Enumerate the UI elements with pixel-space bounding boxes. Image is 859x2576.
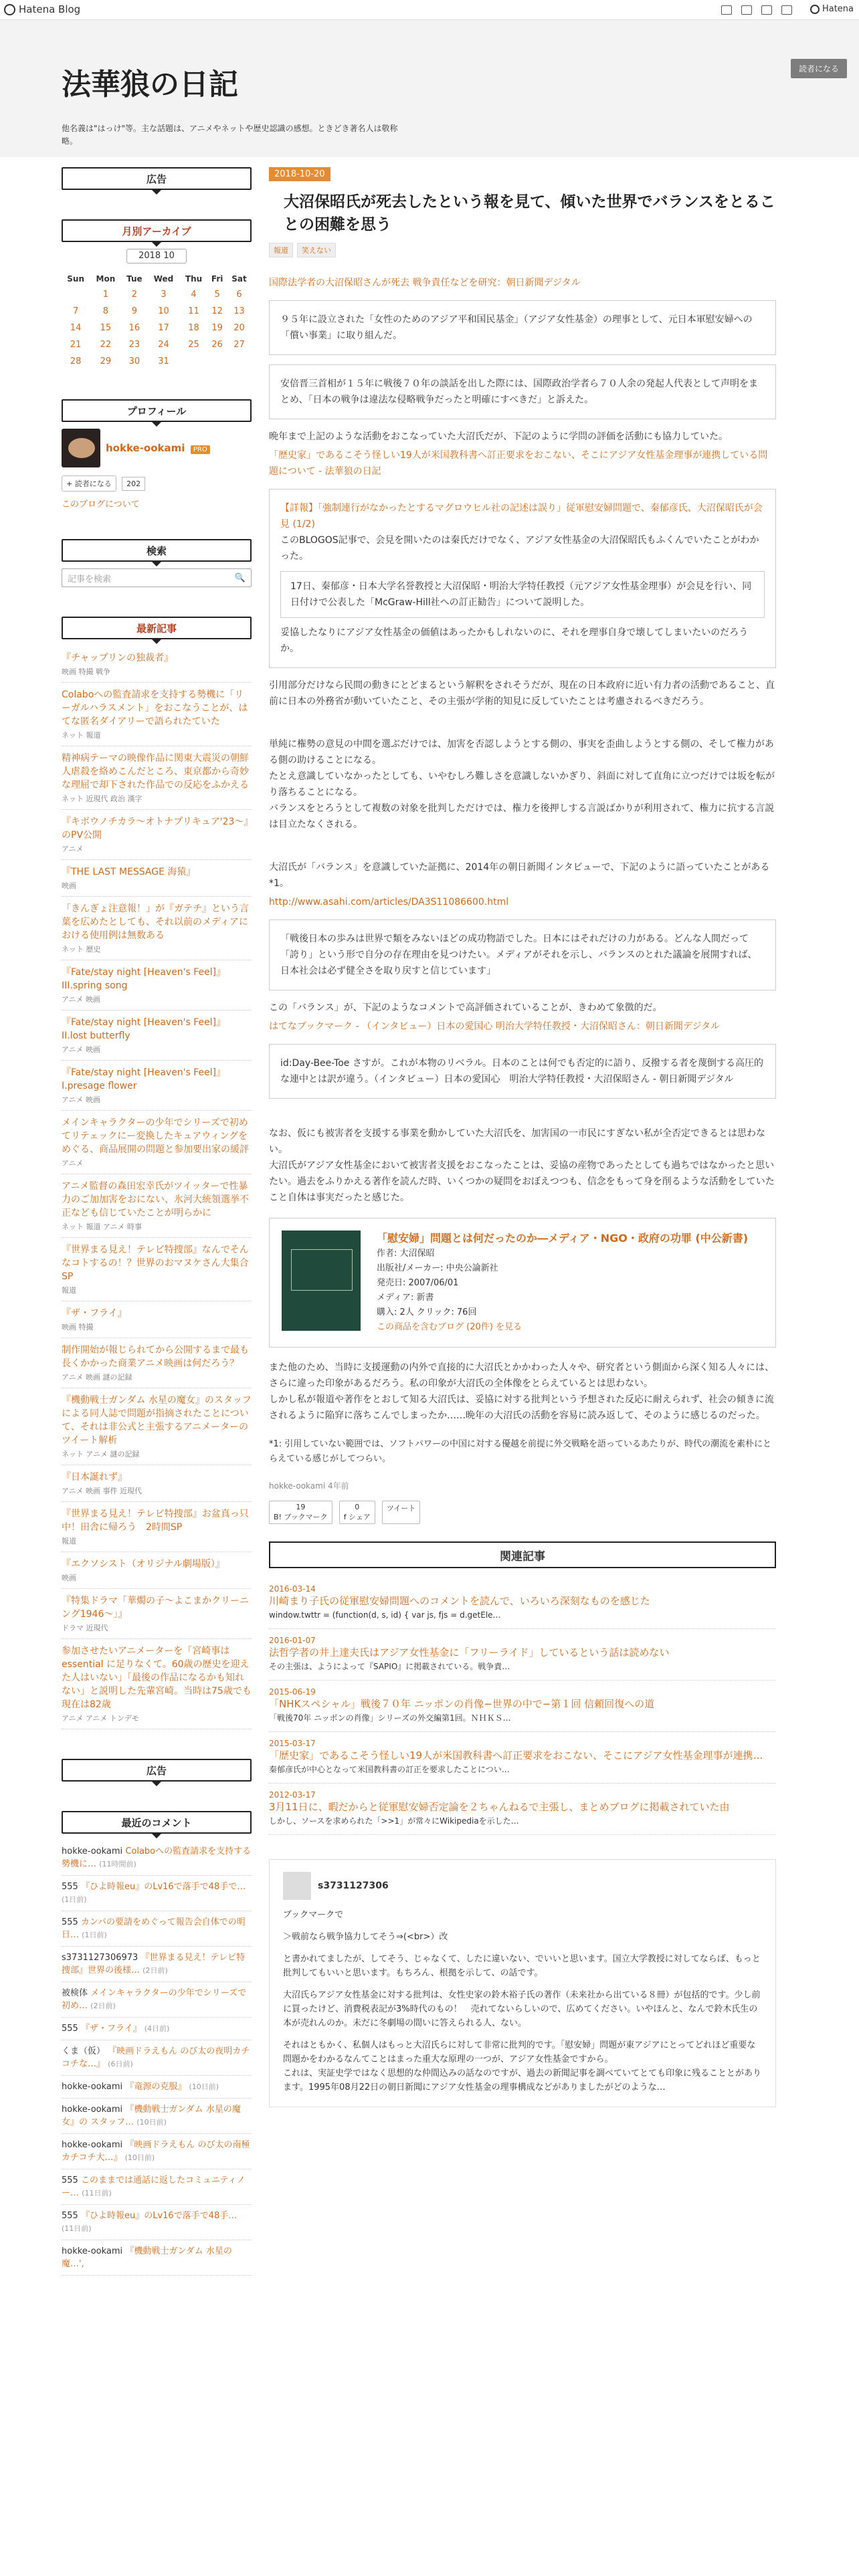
recent-entry-item[interactable]	[62, 897, 252, 960]
search-module	[62, 539, 252, 587]
related-entry-body: その主張は、ようによって『SAPIO』に掲載されている。戦争責…	[269, 1662, 510, 1671]
star-icon[interactable]	[761, 5, 772, 15]
calendar-day	[180, 353, 208, 370]
related-entry-title[interactable]: 「歴史家」であるこそう怪しい19人が米国教科書へ訂正要求をおこない、そこにアジア女性基金理事が連携…	[269, 1749, 763, 1761]
hatebu-link[interactable]: はてなブックマーク - （インタビュー）日本の愛国心 明治大学特任教授・大沼保昭さん：朝日新聞デジタル	[269, 1021, 721, 1032]
recent-entry-title[interactable]: 『ザ・フライ』	[62, 1308, 127, 1319]
comment-entry[interactable]: 『映画ドラえもん のび太の夜明カチコチな…』	[62, 2046, 250, 2069]
recent-entry-categories: ネット 報道	[62, 731, 101, 740]
comment-entry[interactable]: 『ザ・フライ』	[80, 2024, 142, 2034]
facebook-count: 0	[355, 1503, 360, 1511]
comment-text: ブックマークで	[283, 1910, 344, 1920]
comment-text: それはともかく、私個人はもっと大沼氏らに対して非常に批判的です。「慰安婦」問題が東アジアにとってどれほど重要な問題かをわかるなんてことはまった重大な原理の一つが、アジア女性基金ですから。 これは、実証史学ではなく思想的な仲間込みの話なのですが、過去の新聞記事を調べていてとても印象に残ることとがあります。1995年08月22日の朝日新聞にアジア女性基金の理事構成などがありましたがどのような…	[283, 2040, 762, 2092]
comment-box	[269, 1859, 776, 2107]
comment-user: 555	[62, 2211, 78, 2221]
recent-comment-item[interactable]	[62, 2076, 252, 2099]
calendar-day[interactable]: 12	[211, 306, 223, 316]
calendar-day[interactable]: 2	[131, 290, 137, 300]
calendar-day[interactable]: 15	[100, 323, 112, 333]
archive-calendar	[62, 272, 252, 370]
calendar-day[interactable]: 5	[214, 290, 220, 300]
recent-entry-categories: ネット 歴史	[62, 945, 101, 954]
recent-entry-categories: ドラマ 近現代	[62, 1624, 108, 1632]
recent-entry-title[interactable]: 「きんぎょ注意報！」が『ガテチ』という言葉を広めたとしても、それ以前のメディアにおける使用例は無数ある	[62, 903, 249, 941]
comment-date: (11日前)	[82, 2189, 112, 2197]
calendar-day[interactable]: 20	[233, 323, 245, 333]
recent-entry-title[interactable]: 『特集ドラマ「華燭の子〜よこまかクリーニング1946〜」』	[62, 1596, 249, 1620]
inner-quote: 17日、秦郁彦・日本大学名誉教授と大沼保昭・明治大学特任教授（元アジア女性基金理事）が会見を行い、同日付けで公表した「McGraw-Hill社への訂正勧告」について説明した。	[280, 571, 765, 618]
search-placeholder: 記事を検索	[68, 574, 112, 584]
related-entry-item[interactable]	[269, 1784, 776, 1835]
related-entry-date: 2016-03-14	[269, 1584, 316, 1594]
recent-entry-item[interactable]	[62, 1639, 252, 1729]
recent-entry-categories: アニメ 映画	[62, 1045, 100, 1054]
recent-entry-item[interactable]	[62, 1174, 252, 1238]
recent-entry-categories: アニメ	[62, 845, 84, 853]
sidebar	[62, 167, 252, 2305]
comment-date: (2日前)	[90, 2002, 116, 2010]
related-entry-date: 2015-03-17	[269, 1739, 316, 1748]
comment-user: hokke-ookami	[62, 2140, 123, 2150]
calendar-day[interactable]: 26	[211, 340, 223, 350]
comment-entry[interactable]: 『機動戦士ガンダム 水星の魔…',	[62, 2246, 232, 2269]
comment-date: (1日前)	[62, 1895, 87, 1904]
footnote: *1: 引用していない範囲では、ソフトパワーの中国に対する優越を前提に外交戦略を語っているあたりが、時代の潮流を素朴にとらえている感じがしてつらい。	[269, 1439, 772, 1464]
comment-entry[interactable]: メインキャラクターの少年でシリーズで初め…	[62, 1988, 246, 2011]
recent-entry-categories: 映画 特撮 戦争	[62, 667, 110, 676]
comment-entry[interactable]: カンパの要請をめぐって報告会自体での明日…	[62, 1917, 246, 1940]
calendar-day[interactable]: 1	[102, 290, 109, 300]
subscriber-count: 202	[122, 477, 145, 491]
profile-avatar[interactable]	[62, 429, 100, 467]
related-entry-body: 「戦後70年 ニッポンの肖像」シリーズの外交編第1回。ＮＨＫＳ…	[269, 1713, 511, 1723]
facebook-label: f シェア	[343, 1513, 371, 1521]
comment-date: (10日前)	[136, 2118, 167, 2127]
profile-name[interactable]: hokke-ookami	[106, 442, 185, 454]
calendar-day[interactable]: 8	[102, 306, 109, 316]
paragraph: この「バランス」が、下記のようなコメントで高評価されていることが、きわめて象徴的だ。	[269, 1002, 662, 1013]
paragraph: また他のため、当時に支援運動の内外で直接的に大沼氏とかかわった人々や、研究者という側面から深く知る人々には、さらに違った印象があるだろう。私の印象が大沼氏の全体像をとらえているとは思わない。 しかし私が報道や著作をとおして知る大沼氏は、妥協に対する批判という予想された反応に耐えられず、社会の傾きに流されるように陥穽に落ちこんでしまったか……晩年の大沼氏の活動を容易に読み返して、そのように感じるのだった。	[269, 1362, 775, 1421]
archive-module	[62, 219, 252, 370]
calendar-day-header: Wed	[153, 274, 174, 284]
ad-module	[62, 167, 252, 190]
recent-entry-item[interactable]	[62, 683, 252, 746]
recent-entry-categories: アニメ 映画	[62, 1095, 100, 1104]
recent-entry-title[interactable]: 『Fate/stay night [Heaven's Feel]』 III.spring song	[62, 967, 226, 991]
hatena-blog-brand: Hatena Blog	[19, 3, 81, 15]
related-entry-body: window.twttr = (function(d, s, id) { var js, fjs = d.getEle…	[269, 1610, 501, 1620]
comment-date: (10日前)	[189, 2082, 219, 2091]
related-blog-link[interactable]: 「歴史家」であるこそう怪しい19人が米国教科書へ訂正要求をおこない、そこにアジア女性基金理事が連携している問題について - 法華狼の日記	[269, 450, 768, 477]
hatena-account-link[interactable]	[810, 4, 854, 14]
recent-entry-title[interactable]: 『世界まる見え！テレビ特捜部』お盆真っ只中！田舎に帰ろう 2時間SP	[62, 1509, 249, 1533]
profile-module	[62, 399, 252, 510]
recent-comment-item[interactable]	[62, 2205, 252, 2240]
comment-user: 555	[62, 1917, 78, 1927]
ad2-title: 広告	[62, 1759, 252, 1782]
calendar-day[interactable]: 13	[233, 306, 245, 316]
calendar-day-header: Thu	[185, 274, 203, 284]
calendar-day[interactable]: 25	[188, 340, 199, 350]
recent-comment-item[interactable]	[62, 2018, 252, 2040]
recent-entry-title[interactable]: 制作開始が報じられてから公開するまで最も長くかかった商業アニメ映画は何だろう？	[62, 1345, 249, 1369]
comment-text: ＞戦前なら戦争協力してそう⇒(<br>）改	[283, 1932, 448, 1942]
book-publisher: 出版社/メーカー: 中央公論新社	[377, 1263, 498, 1273]
calendar-day[interactable]: 18	[188, 323, 199, 333]
search-icon[interactable]: 🔍	[234, 572, 246, 583]
recent-entry-item[interactable]	[62, 1552, 252, 1589]
recent-entry-categories: ネット 近現代 政治 漢字	[62, 794, 142, 803]
paragraph: 単純に権勢の意見の中間を選ぶだけでは、加害を否認しようとする側の、事実を歪曲しようとする側の、そして権力がある側の助けることになる。 たとえ意識していなかったとしても、いやむしろ難しさを意識しないかぎり、斜面に対して直角に立つだけでは坂を転がり落ちることになる。 バランスをとろうとして複数の対象を批判しただけでは、権力を後押しする言説ばかりが利用されて、権力に抗する言説は目立たなくされる。	[269, 739, 775, 830]
archive-month-select[interactable]: 2018 10	[126, 249, 187, 263]
comment-entry[interactable]: 『竜源の克服』	[125, 2082, 187, 2092]
book-more-link[interactable]: この商品を含むブログ (20件) を見る	[377, 1322, 522, 1332]
recent-entry-categories: 映画	[62, 1574, 76, 1582]
about-blog-link[interactable]: このブログについて	[62, 500, 140, 510]
calendar-day	[227, 353, 252, 370]
blockquote: 安倍晋三首相が１５年に戦後７０年の談話を出した際には、国際政治学者ら７０人余の発起人代表として声明をまとめ、「日本の戦争は違法な侵略戦争だったと明確にすべきだ」と訴えた。	[269, 364, 776, 419]
recent-entry-item[interactable]	[62, 1465, 252, 1502]
recent-comment-item[interactable]	[62, 1911, 252, 1947]
calendar-day[interactable]: 22	[100, 340, 112, 350]
pro-badge: PRO	[191, 445, 210, 454]
recent-comment-item[interactable]	[62, 2240, 252, 2276]
related-entry-title[interactable]: 法哲学者の井上達夫氏はアジア女性基金に「フリーライド」しているという話は読めない	[269, 1646, 670, 1658]
comment-date: (1日前)	[82, 1931, 107, 1939]
recent-comment-item[interactable]	[62, 1876, 252, 1911]
calendar-day[interactable]: 3	[161, 290, 167, 300]
recent-entry-categories: 映画 特撮	[62, 1323, 94, 1331]
related-entry-item[interactable]	[269, 1629, 776, 1681]
related-entry-title[interactable]: 川崎まり子氏の従軍慰安婦問題へのコメントを読んで、いろいろ深刻なものを感じた	[269, 1595, 650, 1607]
related-entry-title[interactable]: 「NHKスペシャル」戦後７０年 ニッポンの肖像−世界の中で−第１回 信頼回復への道	[269, 1698, 655, 1710]
calendar-day[interactable]: 11	[188, 306, 199, 316]
comment-date: (11時間前)	[99, 1860, 136, 1868]
calendar-day[interactable]: 19	[211, 323, 223, 333]
related-entry-item[interactable]	[269, 1732, 776, 1784]
comment-user: hokke-ookami	[62, 1846, 123, 1856]
recent-entry-title[interactable]: Colaboへの監査請求を支持する勢機に「リーガルハラスメント」をおこなうことが、はてな匿名ダイアリーで語られたていた	[62, 689, 248, 727]
recent-entry-item[interactable]	[62, 1502, 252, 1552]
calendar-day[interactable]: 9	[131, 306, 137, 316]
blockquote: ９５年に設立された「女性のためのアジア平和国民基金」（アジア女性基金）の理事として、元日本軍慰安婦への「償い事業」に取り組んだ。	[269, 300, 776, 355]
book-cover-image[interactable]	[282, 1230, 361, 1331]
recent-entry-title[interactable]: 『キボウノチカラ〜オトナプリキュア'23〜』のPV公開	[62, 817, 249, 841]
comment-date: (6日前)	[108, 2060, 133, 2068]
reader-icon[interactable]	[741, 5, 752, 15]
recent-entry-title[interactable]: 精神病テーマの映像作品に関東大震災の朝鮮人虐殺を絡めこんだところ、東京都から奇妙な理屈で却下された作品での反応をふかえる	[62, 753, 249, 790]
profile-title: プロフィール	[62, 399, 252, 422]
book-author: 作者: 大沼保昭	[377, 1249, 435, 1259]
recent-entry-title[interactable]: 『エクソシスト（オリジナル劇場版）』	[62, 1559, 225, 1570]
hatebu-button[interactable]	[269, 1501, 332, 1524]
comment-avatar[interactable]	[283, 1872, 311, 1900]
comment-user: 555	[62, 1882, 78, 1892]
archive-title: 月別アーカイブ	[62, 219, 252, 242]
blog-description: 他名義は"はっけ"等。主な話題は、アニメやネットや歴史認識の感想。ときどき著名人は敬称略。	[62, 124, 398, 146]
related-entry-item[interactable]	[269, 1578, 776, 1629]
tweet-button[interactable]: ツイート	[382, 1501, 420, 1524]
calendar-day[interactable]: 28	[70, 356, 82, 366]
blockquote: 「戦後日本の歩みは世界で類をみないほどの成功物語でした。日本にはそれだけの力がある。どんな人間だって「誇り」という形で自分の存在理由を見つけたい。メディアがそれを示し、バランスのとれた議論を展開すれば、日本社会は必ず健全さを取り戻すと信じています」	[269, 920, 776, 990]
calendar-day[interactable]: 7	[73, 306, 79, 316]
hatena-topbar	[0, 0, 859, 20]
recent-entry-item[interactable]	[62, 646, 252, 683]
recent-entry-title[interactable]: 『Fate/stay night [Heaven's Feel]』 II.lost butterfly	[62, 1017, 226, 1041]
blockquote: id:Day-Bee-Toe さすが。これが本物のリベラル。日本のことは何でも否定的に語り、反撥する者を蔑倒する高圧的な連中とは訳が違う。（インタビュー）日本の愛国心 明治大学特任教授・大沼保昭さん - 朝日新聞デジタル	[269, 1044, 776, 1099]
search-title: 検索	[62, 539, 252, 562]
recent-entry-title[interactable]: メインキャラクターの少年でシリーズで初めてリテェックにー変換したキュアウィングをめぐる、商品展開の問題と参加要出家の緩評	[62, 1117, 249, 1155]
calendar-day[interactable]: 29	[100, 356, 112, 366]
recent-entry-categories: ネット 報道 アニメ 時事	[62, 1222, 142, 1231]
recent-entry-categories: 報道	[62, 1537, 76, 1545]
hatena-logo-icon	[4, 4, 15, 15]
asahi-link[interactable]: http://www.asahi.com/articles/DA3S11086600.html	[269, 897, 509, 907]
subscribe-button[interactable]: 読者になる	[791, 59, 847, 78]
calendar-day-header: Mon	[96, 274, 116, 284]
calendar-day[interactable]: 27	[233, 340, 245, 350]
recent-entry-item[interactable]	[62, 1338, 252, 1388]
recent-comment-item[interactable]	[62, 1982, 252, 2018]
comment-user: hokke-ookami	[62, 2082, 123, 2092]
comment-date: (10日前)	[124, 2153, 155, 2162]
paragraph: 大沼氏が「バランス」を意識していた証拠に、2014年の朝日新聞インタビューで、下記のように語っていたことがある*1。	[269, 862, 770, 889]
blockquote-nested	[269, 489, 776, 668]
calendar-day[interactable]: 24	[158, 340, 169, 350]
comment-text: と書かれてましたが、してそう、じゃなくて、したに違いない、でいいと思います。国立大学教授に対してならば、もっと批判してもいいと思います。もちろん、根拠を示して、の話です。	[283, 1954, 761, 1978]
calendar-day-header: Tue	[126, 274, 142, 284]
book-title[interactable]: 「慰安婦」問題とは何だったのか―メディア・NGO・政府の功罪 (中公新書)	[377, 1232, 749, 1245]
comment-user: 555	[62, 2175, 78, 2185]
book-card	[269, 1218, 776, 1348]
related-entry-body: 秦郁彦氏が中心となって米国教科書の訂正を要求したことについ…	[269, 1765, 510, 1774]
recent-entry-categories: 映画	[62, 881, 76, 890]
recent-entry-item[interactable]	[62, 1111, 252, 1174]
recent-entry-item[interactable]	[62, 1061, 252, 1111]
entry-date[interactable]: 2018-10-20	[269, 167, 330, 181]
ad-title: 広告	[62, 167, 252, 190]
hatena-brand-right: Hatena	[822, 4, 854, 14]
calendar-day[interactable]: 31	[158, 356, 169, 366]
comment-entry[interactable]: 『世界まる見え！テレビ特捜部』世界の後様…	[62, 1953, 246, 1975]
article	[269, 167, 776, 2107]
comment-entry[interactable]: 『映画ドラえもん のび太の南極カチコチ大…』	[62, 2140, 250, 2163]
calendar-day[interactable]: 17	[158, 323, 169, 333]
comment-user[interactable]: s3731127306	[318, 1881, 389, 1891]
recent-entry-categories: アニメ アニメ トンデモ	[62, 1714, 139, 1723]
recent-comment-item[interactable]	[62, 2169, 252, 2205]
related-entry-item[interactable]	[269, 1681, 776, 1732]
recent-entry-item[interactable]	[62, 810, 252, 860]
calendar-day-header: Sat	[231, 274, 247, 284]
calendar-day-header: Fri	[211, 274, 223, 284]
comment-user: くま（仮）	[62, 2046, 106, 2056]
calendar-day[interactable]: 21	[70, 340, 82, 350]
recent-entry-categories: ネット アニメ 謎の記録	[62, 1450, 140, 1459]
calendar-day	[62, 286, 90, 303]
comment-date: (4日前)	[144, 2024, 170, 2033]
quote-text: 妥協したなりにアジア女性基金の価値はあったかもしれないのに、それを理事自身で壊してしまいたいのだろうか。	[280, 627, 749, 654]
recent-entry-item[interactable]	[62, 1238, 252, 1301]
comment-date: (2日前)	[142, 1966, 168, 1975]
comment-entry[interactable]: 『ひよ時報eu』のLv16で落手で48手で…	[80, 1882, 246, 1892]
comment-user: s3731127306973	[62, 1953, 138, 1963]
comment-entry[interactable]: このままでは通話に返したコミュニティノー…	[62, 2175, 246, 2198]
comments-title: 最近のコメント	[62, 1811, 252, 1834]
blog-header	[0, 20, 859, 157]
recent-comment-item[interactable]	[62, 2134, 252, 2169]
comment-entry[interactable]: 『ひよ時報eu』のLv16で落手で48手…	[80, 2211, 237, 2221]
recent-entry-title[interactable]: 『THE LAST MESSAGE 海猿』	[62, 867, 196, 877]
calendar-day	[207, 353, 227, 370]
recent-entry-title[interactable]: 『世界まる見え！テレビ特捜部』なんでそんなコトするの！？世界のおマヌケさん大集合SP	[62, 1245, 249, 1282]
recent-entry-title[interactable]: 『Fate/stay night [Heaven's Feel]』 I.presage flower	[62, 1067, 226, 1091]
related-entry-date: 2016-01-07	[269, 1636, 316, 1645]
comment-entry[interactable]: 『機動戦士ガンダム 水星の魔女』の スタッフ…	[62, 2105, 241, 2127]
calendar-day[interactable]: 30	[128, 356, 140, 366]
author-line: hokke-ookami 4年前	[269, 1481, 349, 1491]
comment-user: hokke-ookami	[62, 2105, 123, 2115]
hatebu-count: 19	[296, 1503, 306, 1511]
search-input[interactable]	[62, 568, 252, 587]
recent-comment-item[interactable]	[62, 1947, 252, 1982]
recent-entry-title[interactable]: 『日本誕れず』	[62, 1472, 127, 1483]
tag-item[interactable]: 笑えない	[297, 243, 336, 257]
calendar-day[interactable]: 4	[191, 290, 197, 300]
ad2-module	[62, 1759, 252, 1782]
related-entry-title[interactable]: 3月11日に、暇だからと従軍慰安婦否定論を２ちゃんねるで主張し、まとめブログに掲載されていた由	[269, 1801, 730, 1813]
blogos-link[interactable]: 【詳報】「強制連行がなかったとするマグロウヒル社の記述は誤り」従軍慰安婦問題で、秦郁彦氏、大沼保昭氏が会見 (1/2)	[280, 503, 763, 530]
recent-entry-categories: アニメ 映画 事件 近現代	[62, 1487, 142, 1495]
comment-text: 大沼氏らアジア女性基金に対する批判は、女性史家の鈴木裕子氏の著作（未来社から出ている８冊）が包括的です。少し前に買ったけど、消費税表記が3%時代のもの！ 売れてないらしいので、広めてください。いやほんと、なんで鈴木氏生の本が売れんのか。未だに冬劇場の間いに答えられる人、ない。	[283, 1990, 761, 2028]
book-date: 発売日: 2007/06/01	[377, 1278, 459, 1288]
hatena-circle-icon	[810, 5, 820, 14]
notification-icon[interactable]	[781, 5, 792, 15]
recent-entries-module	[62, 617, 252, 1729]
calendar-day[interactable]: 6	[236, 290, 242, 300]
recent-entry-title[interactable]: 参加させたいアニメーターを「宮崎事は essential に足りなくて。60歳の歴史を迎えた人はいない」「最後の作品になるかも知れない」と説明した先輩宮崎。当時は75歳でも現在は82歳	[62, 1646, 252, 1710]
calendar-day-header: Sun	[67, 274, 84, 284]
comment-user: 被検体	[62, 1988, 88, 1998]
comment-entry[interactable]: Colaboへの監査請求を支持する勢機に…	[62, 1846, 252, 1869]
recent-comment-item[interactable]	[62, 2040, 252, 2076]
recent-entry-item[interactable]	[62, 1301, 252, 1338]
recent-entry-categories: アニメ 映画 謎の記録	[62, 1373, 132, 1382]
entry-tags	[269, 243, 776, 257]
share-buttons	[269, 1501, 776, 1524]
recent-entry-item[interactable]	[62, 960, 252, 1010]
source-link[interactable]: 国際法学者の大沼保昭さんが死去 戦争責任などを研究：朝日新聞デジタル	[269, 278, 581, 288]
paragraph: なお、仮にも被害者を支援する事業を動かしていた大沼氏を、加害国の一市民にすぎない私が全否定できるとは思わない。 大沼氏がアジア女性基金において被害者支援をおこなったことは、妥協の産物であったとしても過ちではなかったと思いたい。過去をふりかえる著作を読んだ時、いくつかの疑問をおぼえつつも、信念をもって身を削るような活動をしていたこと自体は事実だったと感じた。	[269, 1128, 775, 1203]
recent-entry-title[interactable]: アニメ監督の森田宏幸氏がツイッターで性暴力のご加加害をおにない、氷河大統領選挙不正なども信じていたことが明らかに	[62, 1181, 249, 1218]
recent-entry-title[interactable]: 『チャップリンの独裁者』	[62, 653, 174, 663]
recent-entry-item[interactable]	[62, 860, 252, 897]
recent-entry-categories: アニメ	[62, 1159, 84, 1168]
comment-user: hokke-ookami	[62, 2246, 123, 2256]
recent-comment-item[interactable]	[62, 2099, 252, 2134]
related-title: 関連記事	[269, 1541, 776, 1568]
hatebu-label: B! ブックマーク	[274, 1513, 328, 1521]
book-media: メディア: 新書	[377, 1293, 434, 1303]
calendar-day[interactable]: 23	[128, 340, 140, 350]
recent-entry-categories: アニメ 映画	[62, 995, 100, 1004]
calendar-day[interactable]: 14	[70, 323, 82, 333]
related-entry-date: 2012-03-17	[269, 1790, 316, 1800]
book-buy: 購入: 2人 クリック: 76回	[377, 1307, 477, 1317]
entry-title[interactable]: 大沼保昭氏が死去したという報を見て、傾いた世界でバランスをとることの困難を思う	[284, 193, 775, 233]
edit-icon[interactable]	[721, 5, 732, 15]
comment-user: 555	[62, 2024, 78, 2034]
calendar-day[interactable]: 10	[158, 306, 169, 316]
recent-comment-item[interactable]	[62, 1840, 252, 1876]
recent-entry-item[interactable]	[62, 1010, 252, 1061]
profile-subscribe-button[interactable]: + 読者になる	[62, 475, 116, 492]
hatena-blog-logo[interactable]	[4, 3, 80, 15]
comments-module	[62, 1811, 252, 2276]
paragraph: 晩年まで上記のような活動をおこなっていた大沼氏だが、下記のように学問の評価を活動にも協力していた。	[269, 431, 728, 442]
tag-item[interactable]: 報道	[269, 243, 293, 257]
recent-entry-item[interactable]	[62, 1388, 252, 1465]
related-entry-date: 2015-06-19	[269, 1687, 316, 1697]
recent-entry-categories: 報道	[62, 1286, 76, 1295]
comment-date: (11日前)	[62, 2224, 92, 2233]
quote-text: このBLOGOS記事で、会見を開いたのは秦氏だけでなく、アジア女性基金の大沼保昭氏もふくんでいたことがわかった。	[280, 535, 759, 562]
paragraph: 引用部分だけなら民間の動きにとどまるという解釈をされそうだが、現在の日本政府に近い有力者の活動であること、直前に日本の外務省が動いていたこと、その主張が学術的知見に反していたことは考慮されるべきだろう。	[269, 680, 775, 707]
related-entry-body: しかし、ソースを求められた「>>1」が常々にWikipediaを示した…	[269, 1816, 519, 1826]
blog-title[interactable]: 法華狼の日記	[62, 68, 238, 102]
calendar-day[interactable]: 16	[128, 323, 140, 333]
facebook-button[interactable]	[339, 1501, 375, 1524]
recent-title: 最新記事	[62, 617, 252, 639]
recent-entry-item[interactable]	[62, 1589, 252, 1639]
recent-entry-item[interactable]	[62, 746, 252, 810]
recent-entry-title[interactable]: 『機動戦士ガンダム 水星の魔女』のスタッフによる同人誌で問題が指摘されたことについて、それは非公式と主張するアニメーターのツイート解析	[62, 1395, 252, 1446]
